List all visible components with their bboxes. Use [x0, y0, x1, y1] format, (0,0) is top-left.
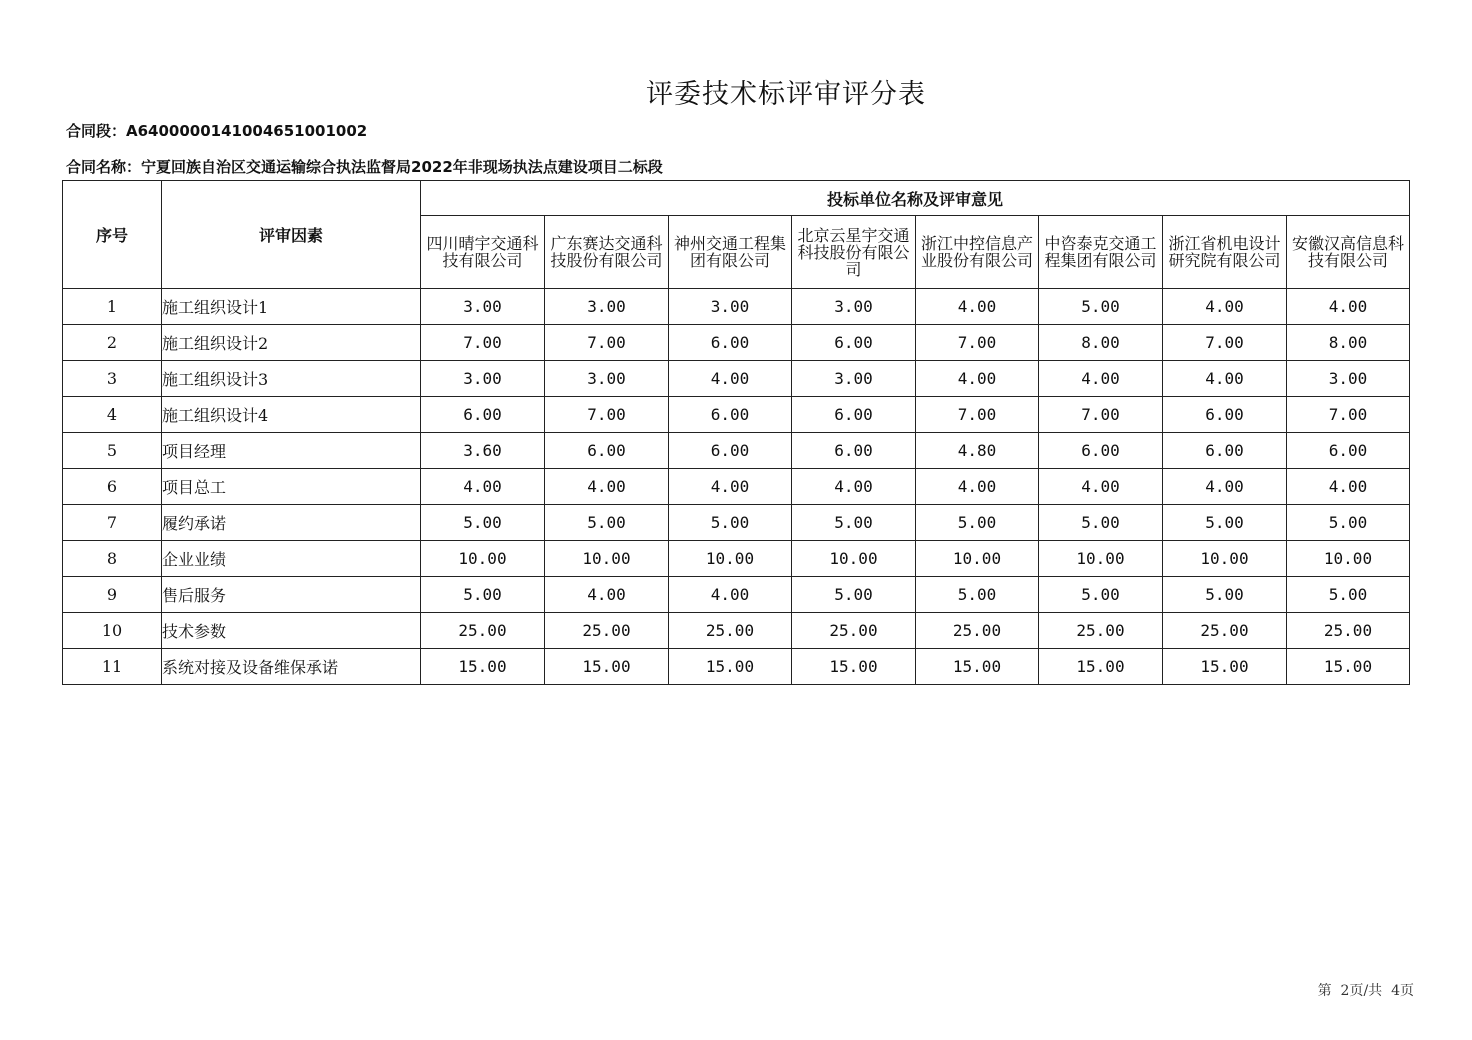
score-cell: 25.00: [1287, 613, 1410, 649]
score-cell: 10.00: [669, 541, 792, 577]
score-cell: 25.00: [421, 613, 545, 649]
score-cell: 4.00: [545, 469, 669, 505]
score-cell: 10.00: [916, 541, 1039, 577]
header-company: 安徽汉高信息科技有限公司: [1287, 216, 1410, 289]
row-factor: 项目总工: [162, 469, 421, 505]
score-cell: 25.00: [1163, 613, 1287, 649]
score-cell: 5.00: [916, 577, 1039, 613]
row-seq: 1: [63, 289, 162, 325]
table-row: [63, 577, 1410, 613]
score-cell: 4.00: [1163, 361, 1287, 397]
score-cell: 7.00: [1163, 325, 1287, 361]
table-row: [63, 469, 1410, 505]
score-cell: 3.00: [792, 289, 916, 325]
score-cell: 7.00: [1039, 397, 1163, 433]
score-cell: 10.00: [1287, 541, 1410, 577]
score-cell: 15.00: [916, 649, 1039, 685]
score-cell: 4.00: [669, 361, 792, 397]
score-cell: 5.00: [1287, 577, 1410, 613]
score-cell: 5.00: [421, 577, 545, 613]
score-cell: 4.00: [1163, 469, 1287, 505]
table-row: [63, 613, 1410, 649]
page-title: 评委技术标评审评分表: [646, 79, 926, 110]
score-cell: 10.00: [1163, 541, 1287, 577]
score-cell: 6.00: [545, 433, 669, 469]
score-cell: 25.00: [669, 613, 792, 649]
header-company: 四川晴宇交通科技有限公司: [421, 216, 545, 289]
score-cell: 4.00: [916, 289, 1039, 325]
score-cell: 5.00: [1039, 505, 1163, 541]
score-cell: 3.00: [545, 289, 669, 325]
row-factor: 售后服务: [162, 577, 421, 613]
score-cell: 3.60: [421, 433, 545, 469]
row-factor: 施工组织设计3: [162, 361, 421, 397]
score-cell: 3.00: [421, 361, 545, 397]
row-factor: 施工组织设计4: [162, 397, 421, 433]
score-cell: 15.00: [1163, 649, 1287, 685]
score-cell: 4.00: [1287, 289, 1410, 325]
score-cell: 5.00: [421, 505, 545, 541]
row-seq: 6: [63, 469, 162, 505]
table-row: [63, 361, 1410, 397]
row-factor: 企业业绩: [162, 541, 421, 577]
score-cell: 4.00: [1039, 361, 1163, 397]
score-cell: 3.00: [421, 289, 545, 325]
score-cell: 7.00: [1287, 397, 1410, 433]
row-seq: 10: [63, 613, 162, 649]
score-cell: 4.00: [1163, 289, 1287, 325]
score-cell: 6.00: [1039, 433, 1163, 469]
header-company: 北京云星宇交通科技股份有限公司: [792, 216, 916, 289]
score-cell: 4.00: [1039, 469, 1163, 505]
score-cell: 25.00: [916, 613, 1039, 649]
score-cell: 6.00: [1163, 433, 1287, 469]
header-factor: 评审因素: [162, 181, 421, 289]
score-cell: 5.00: [1039, 577, 1163, 613]
score-cell: 6.00: [669, 433, 792, 469]
score-cell: 6.00: [669, 325, 792, 361]
score-cell: 5.00: [1163, 505, 1287, 541]
score-cell: 4.00: [916, 361, 1039, 397]
score-cell: 6.00: [792, 325, 916, 361]
header-seq: 序号: [63, 181, 162, 289]
score-cell: 3.00: [545, 361, 669, 397]
score-cell: 5.00: [669, 505, 792, 541]
score-cell: 15.00: [1039, 649, 1163, 685]
score-cell: 4.00: [1287, 469, 1410, 505]
score-cell: 6.00: [1163, 397, 1287, 433]
score-cell: 10.00: [792, 541, 916, 577]
score-cell: 7.00: [916, 325, 1039, 361]
score-cell: 5.00: [792, 505, 916, 541]
score-cell: 8.00: [1287, 325, 1410, 361]
contract-code: 合同段：A640000014100465100100​2: [66, 122, 368, 140]
score-cell: 6.00: [669, 397, 792, 433]
header-company: 浙江中控信息产业股份有限公司: [916, 216, 1039, 289]
row-seq: 7: [63, 505, 162, 541]
row-factor: 施工组织设计1: [162, 289, 421, 325]
table-row: [63, 289, 1410, 325]
score-cell: 10.00: [421, 541, 545, 577]
score-cell: 15.00: [1287, 649, 1410, 685]
row-factor: 履约承诺: [162, 505, 421, 541]
score-cell: 10.00: [545, 541, 669, 577]
score-cell: 6.00: [792, 397, 916, 433]
score-cell: 7.00: [421, 325, 545, 361]
score-cell: 6.00: [792, 433, 916, 469]
row-seq: 4: [63, 397, 162, 433]
table-row: [63, 505, 1410, 541]
row-factor: 系统对接及设备维保承诺: [162, 649, 421, 685]
score-cell: 3.00: [1287, 361, 1410, 397]
score-cell: 3.00: [669, 289, 792, 325]
score-cell: 6.00: [1287, 433, 1410, 469]
table-row: [63, 397, 1410, 433]
score-cell: 4.00: [545, 577, 669, 613]
score-cell: 5.00: [792, 577, 916, 613]
table-row: [63, 325, 1410, 361]
header-company: 浙江省机电设计研究院有限公司: [1163, 216, 1287, 289]
table-row: [63, 433, 1410, 469]
page-number: 第 2页/共 4页: [1317, 983, 1414, 999]
contract-name: 合同名称：宁夏回族自治区交通运输综合执法监督局2022年非现场执法点建设项目二标段: [66, 158, 663, 176]
row-factor: 技术参数: [162, 613, 421, 649]
score-cell: 25.00: [1039, 613, 1163, 649]
score-cell: 15.00: [792, 649, 916, 685]
score-cell: 6.00: [421, 397, 545, 433]
score-cell: 5.00: [1287, 505, 1410, 541]
score-cell: 15.00: [421, 649, 545, 685]
score-cell: 25.00: [545, 613, 669, 649]
score-cell: 4.00: [792, 469, 916, 505]
score-cell: 5.00: [1039, 289, 1163, 325]
score-cell: 4.00: [669, 577, 792, 613]
score-cell: 4.80: [916, 433, 1039, 469]
score-cell: 5.00: [545, 505, 669, 541]
row-seq: 5: [63, 433, 162, 469]
score-cell: 10.00: [1039, 541, 1163, 577]
row-seq: 2: [63, 325, 162, 361]
score-cell: 5.00: [1163, 577, 1287, 613]
score-cell: 4.00: [421, 469, 545, 505]
score-cell: 15.00: [545, 649, 669, 685]
score-cell: 25.00: [792, 613, 916, 649]
row-seq: 8: [63, 541, 162, 577]
score-cell: 3.00: [792, 361, 916, 397]
row-factor: 项目经理: [162, 433, 421, 469]
table-row: [63, 649, 1410, 685]
score-cell: 4.00: [916, 469, 1039, 505]
score-cell: 7.00: [545, 397, 669, 433]
table-row: [63, 541, 1410, 577]
row-seq: 11: [63, 649, 162, 685]
header-company: 广东赛达交通科技股份有限公司: [545, 216, 669, 289]
score-table: [62, 180, 1410, 685]
score-cell: 7.00: [916, 397, 1039, 433]
score-cell: 4.00: [669, 469, 792, 505]
header-bidders-group: 投标单位名称及评审意见: [421, 181, 1410, 216]
row-factor: 施工组织设计2: [162, 325, 421, 361]
score-cell: 7.00: [545, 325, 669, 361]
score-cell: 15.00: [669, 649, 792, 685]
row-seq: 9: [63, 577, 162, 613]
row-seq: 3: [63, 361, 162, 397]
header-company: 中咨泰克交通工程集团有限公司: [1039, 216, 1163, 289]
score-cell: 5.00: [916, 505, 1039, 541]
header-company: 神州交通工程集团有限公司: [669, 216, 792, 289]
score-cell: 8.00: [1039, 325, 1163, 361]
